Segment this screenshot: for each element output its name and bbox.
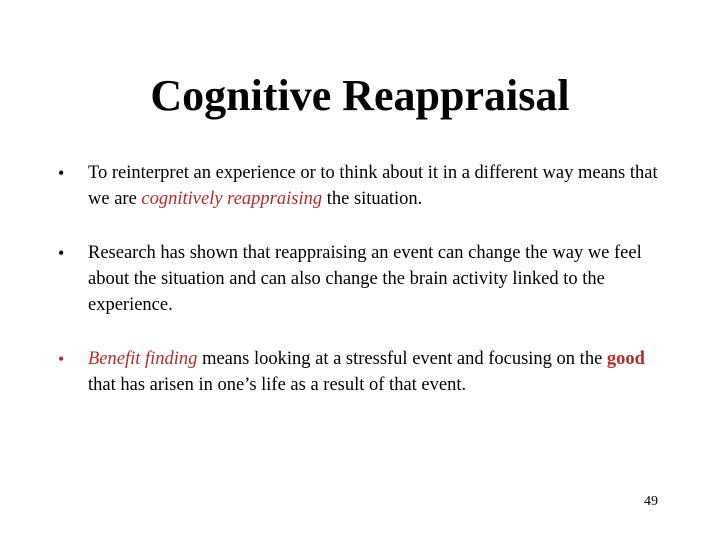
bullet-text: means looking at a stressful event and focusing on the [197, 349, 607, 369]
emphasis-word: good [606, 349, 645, 369]
bullet-dot-icon: • [58, 163, 65, 183]
bullet-list [58, 160, 668, 398]
emphasis-term: Benefit finding [88, 349, 198, 369]
bullet-dot-icon: • [58, 349, 65, 369]
slide-title: Cognitive Reappraisal [150, 71, 570, 120]
page-number: 49 [644, 494, 658, 509]
bullet-dot-icon: • [58, 243, 65, 263]
bullet-item [58, 240, 668, 318]
bullet-text: that has arisen in one’s life as a result of that event. [88, 375, 467, 395]
bullet-item [58, 346, 668, 398]
bullet-text: the situation. [322, 189, 423, 209]
bullet-item [58, 160, 668, 212]
emphasis-term: cognitively reappraising [141, 189, 323, 209]
bullet-text: To reinterpret an experience or to think about it in a different way means that we are [88, 163, 658, 209]
bullet-text: Research has shown that reappraising an event can change the way we feel about the situation and can also change the brain activity linked to the experience. [88, 243, 642, 315]
